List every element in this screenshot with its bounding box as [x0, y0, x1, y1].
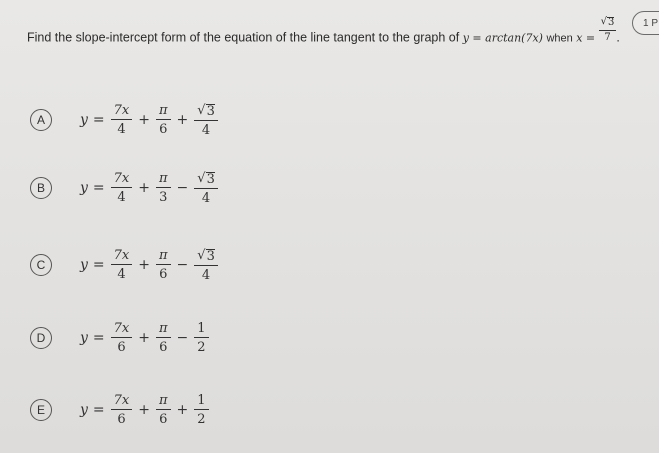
expr-y: y: [80, 180, 88, 196]
question-when: when: [546, 32, 573, 45]
question-function: y = arctan(7x): [462, 31, 543, 45]
op1: +: [138, 112, 150, 128]
option-b-expression: [80, 172, 218, 205]
question-x-var: x =: [576, 31, 596, 45]
expr-y: y: [80, 257, 88, 273]
radio-circle-a[interactable]: A: [30, 109, 52, 131]
radio-circle-d[interactable]: D: [30, 327, 52, 349]
question-prefix: Find the slope-intercept form of the equation of the line tangent to the graph of: [27, 30, 460, 45]
option-a[interactable]: [30, 100, 218, 140]
term3: $\frac{1}{2}$: [194, 322, 208, 354]
term2: $\frac{\pi}{6}$: [156, 394, 171, 426]
term1: $\frac{7x}{6}$: [111, 394, 133, 426]
option-c-expression: [80, 249, 218, 282]
expr-y: y: [80, 402, 88, 418]
term3: $\frac{1}{2}$: [194, 394, 208, 426]
op2: −: [176, 180, 189, 196]
option-d[interactable]: [30, 318, 209, 358]
op1: +: [138, 330, 150, 346]
option-e[interactable]: [30, 390, 209, 430]
points-badge: 1 P: [632, 11, 659, 35]
question-x-den: 7: [604, 32, 611, 43]
option-d-expression: [80, 322, 209, 354]
expr-equals: =: [92, 402, 105, 418]
question-end: .: [616, 30, 620, 45]
term2: $\frac{\pi}{6}$: [156, 322, 171, 354]
term3: √ 3 4: [194, 104, 218, 137]
op1: +: [138, 257, 150, 273]
term3: √ 3 4: [194, 249, 218, 282]
term1: $\frac{7x}{4}$: [111, 172, 133, 204]
op1: +: [138, 180, 150, 196]
radio-circle-c[interactable]: C: [30, 254, 52, 276]
term2: $\frac{\pi}{3}$: [156, 172, 171, 204]
sqrt-symbol: √: [600, 16, 608, 27]
op2: +: [176, 112, 189, 128]
option-b[interactable]: [30, 168, 218, 208]
op1: +: [138, 402, 150, 418]
term1: $\frac{7x}{4}$: [111, 249, 133, 281]
expr-equals: =: [92, 180, 105, 196]
expr-equals: =: [92, 330, 105, 346]
option-a-expression: [80, 104, 218, 137]
expr-y: y: [80, 112, 88, 128]
expr-equals: =: [92, 112, 105, 128]
question-x-value: [599, 16, 620, 45]
term1: $\frac{7x}{4}$: [111, 104, 133, 136]
term3: √ 3 4: [194, 172, 218, 205]
term2: $\frac{\pi}{6}$: [156, 104, 171, 136]
option-e-expression: [80, 394, 209, 426]
term1: $\frac{7x}{6}$: [111, 322, 133, 354]
op2: −: [176, 257, 189, 273]
op2: −: [176, 330, 189, 346]
radio-circle-b[interactable]: B: [30, 177, 52, 199]
op2: +: [176, 402, 189, 418]
option-c[interactable]: [30, 245, 218, 285]
term2: $\frac{\pi}{6}$: [156, 249, 171, 281]
expr-y: y: [80, 330, 88, 346]
expr-equals: =: [92, 257, 105, 273]
question-x-num: 3: [608, 17, 615, 28]
radio-circle-e[interactable]: E: [30, 399, 52, 421]
